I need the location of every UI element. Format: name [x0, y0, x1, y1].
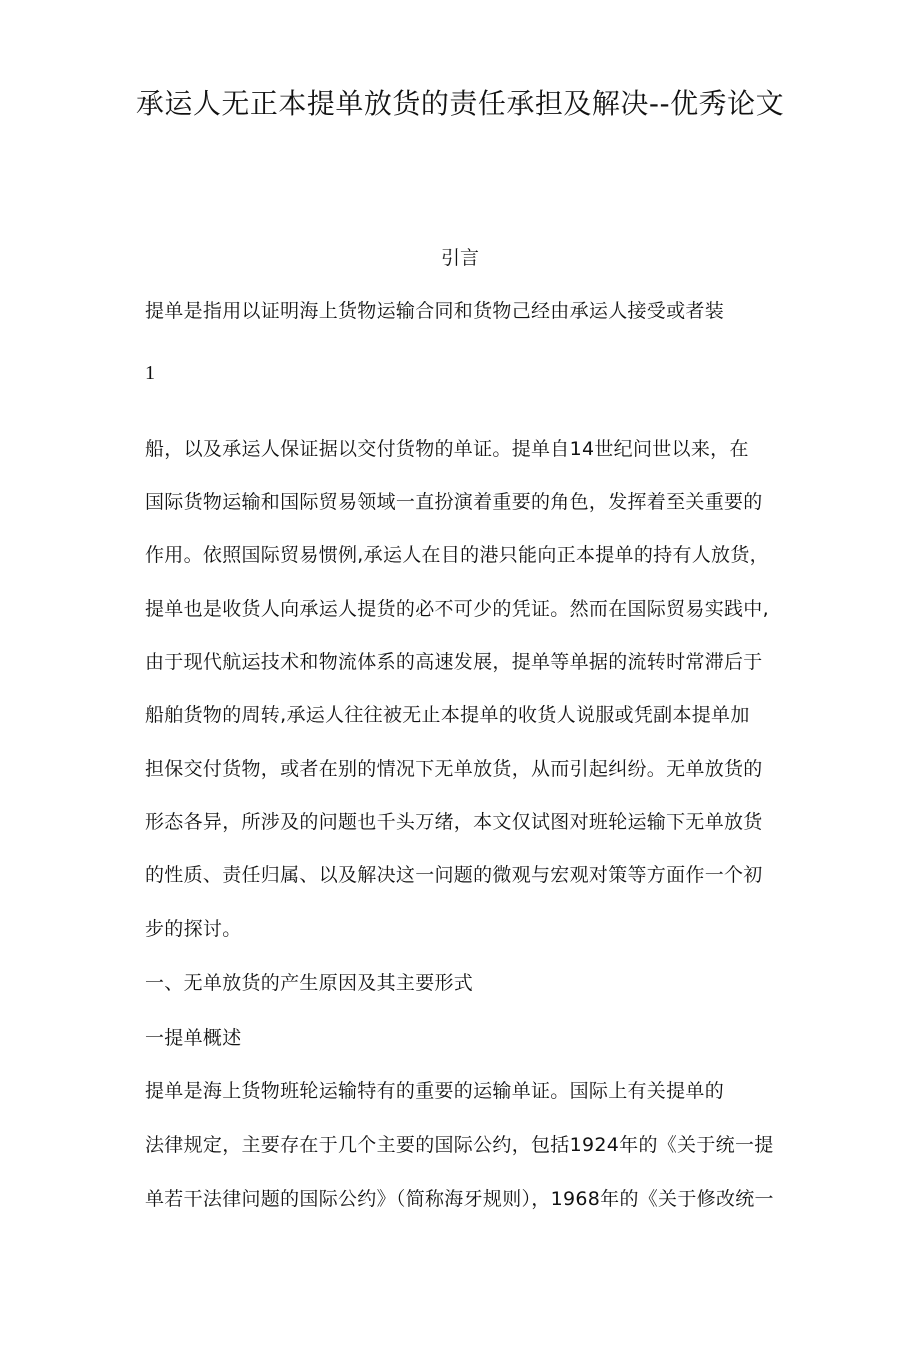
- page-number: 1: [145, 362, 156, 384]
- paragraph-line: 步的探讨。: [145, 918, 242, 940]
- section-heading: 一、无单放货的产生原因及其主要形式: [145, 972, 474, 994]
- paragraph-line: 法律规定，主要存在于几个主要的国际公约，包括1924年的《关于统一提: [145, 1134, 774, 1156]
- paragraph-line: 提单也是收货人向承运人提货的必不可少的凭证。然而在国际贸易实践中,: [145, 598, 769, 620]
- document-title: 承运人无正本提单放货的责任承担及解决--优秀论文: [135, 87, 785, 120]
- subsection-heading: 一提单概述: [145, 1027, 242, 1049]
- paragraph-line: 提单是指用以证明海上货物运输合同和货物己经由承运人接受或者装: [145, 300, 725, 322]
- paragraph-line: 由于现代航运技术和物流体系的高速发展，提单等单据的流转时常滞后于: [145, 651, 763, 673]
- paragraph-line: 形态各异，所涉及的问题也千头万绪，本文仅试图对班轮运输下无单放货: [145, 811, 763, 833]
- paragraph-line: 船舶货物的周转,承运人往往被无止本提单的收货人说服或凭副本提单加: [145, 704, 750, 726]
- intro-heading: 引言: [440, 247, 479, 269]
- paragraph-line: 提单是海上货物班轮运输特有的重要的运输单证。国际上有关提单的: [145, 1080, 725, 1102]
- paragraph-line: 作用。依照国际贸易惯例,承运人在目的港只能向正本提单的持有人放货，: [145, 544, 769, 566]
- paragraph-line: 单若干法律问题的国际公约》（简称海牙规则），1968年的《关于修改统一: [145, 1188, 774, 1210]
- paragraph-line: 国际货物运输和国际贸易领域一直扮演着重要的角色，发挥着至关重要的: [145, 491, 763, 513]
- paragraph-line: 的性质、责任归属、以及解决这一问题的微观与宏观对策等方面作一个初: [145, 864, 763, 886]
- paragraph-line: 担保交付货物，或者在别的情况下无单放货，从而引起纠纷。无单放货的: [145, 758, 763, 780]
- paragraph-line: 船，以及承运人保证据以交付货物的单证。提单自14世纪问世以来，在: [145, 438, 749, 460]
